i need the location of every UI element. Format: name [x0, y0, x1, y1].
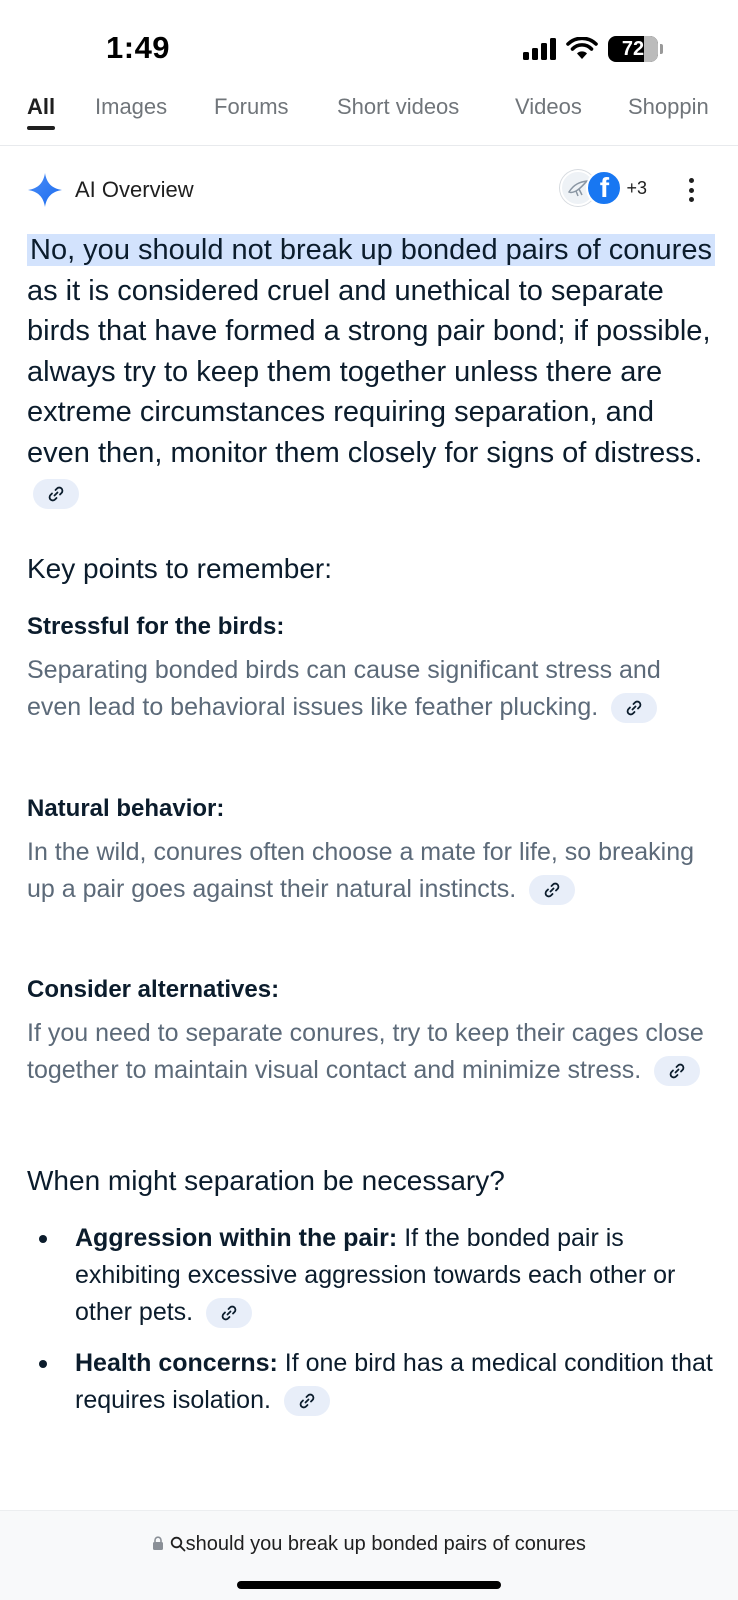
tab-all[interactable]: All [27, 94, 56, 119]
status-bar [0, 0, 738, 90]
source-avatars[interactable] [560, 170, 647, 206]
list-item [27, 1220, 717, 1331]
status-time: 1:49 [106, 30, 171, 65]
link-icon [668, 1062, 686, 1080]
answer-text: as it is considered cruel and unethical to separate birds that have formed a strong pair bond; if possible, always try to keep them together unless there are extreme circumstances requiring separation, and even then, monitor them closely for signs of distress. [27, 274, 711, 469]
key-point-title: Natural behavior: [27, 795, 225, 822]
separation-list [27, 1220, 717, 1433]
home-indicator [237, 1581, 501, 1589]
key-point-title: Consider alternatives: [27, 976, 280, 1003]
list-item-title: Health concerns: [75, 1349, 278, 1377]
link-icon [220, 1304, 238, 1322]
source-link-button[interactable] [206, 1298, 252, 1328]
wifi-icon [566, 37, 598, 61]
source-link-button[interactable] [33, 479, 79, 509]
list-item-title: Aggression within the pair: [75, 1224, 398, 1252]
key-point-text: Separating bonded birds can cause significant stress and even lead to behavioral issues like feather plucking. [27, 652, 707, 726]
tab-videos[interactable]: Videos [515, 94, 582, 119]
source-link-button[interactable] [529, 875, 575, 905]
key-point-text: If you need to separate conures, try to keep their cages close together to maintain visual contact and minimize stress. [27, 1015, 707, 1089]
key-points-heading: Key points to remember: [27, 553, 333, 584]
ai-overview-title: AI Overview [75, 177, 194, 202]
search-tabs [0, 86, 738, 146]
battery-percent: 72 [621, 37, 645, 60]
more-options-icon[interactable] [689, 178, 695, 202]
ai-overview-header [27, 168, 717, 212]
tab-short-videos[interactable]: Short videos [337, 94, 460, 119]
list-item [27, 1345, 717, 1419]
address-line[interactable] [0, 1533, 738, 1556]
source-link-button[interactable] [611, 693, 657, 723]
facebook-source-icon[interactable]: f [586, 170, 622, 206]
sparkle-icon [27, 172, 63, 208]
list-item-text: If the bonded pair is exhibiting excessive aggression towards each other or other pets. [75, 1224, 676, 1326]
key-point-text: In the wild, conures often choose a mate for life, so breaking up a pair goes against their natural instincts. [27, 834, 707, 908]
link-icon [543, 881, 561, 899]
search-icon [170, 1536, 186, 1552]
list-item-text: If one bird has a medical condition that requires isolation. [75, 1349, 713, 1414]
link-icon [47, 485, 65, 503]
bottom-address-bar[interactable] [0, 1510, 738, 1600]
more-sources-count[interactable]: +3 [626, 177, 647, 198]
source-link-button[interactable] [284, 1386, 330, 1416]
tab-images[interactable]: Images [95, 94, 168, 119]
link-icon [298, 1392, 316, 1410]
source-link-button[interactable] [654, 1056, 700, 1086]
battery-icon [608, 36, 658, 62]
link-icon [625, 699, 643, 717]
separation-heading: When might separation be necessary? [27, 1165, 505, 1196]
search-query[interactable]: should you break up bonded pairs of conures [185, 1533, 586, 1555]
tab-forums[interactable]: Forums [214, 94, 289, 119]
ai-answer [27, 230, 717, 514]
lock-icon [152, 1536, 164, 1551]
key-point-title: Stressful for the birds: [27, 613, 285, 640]
tab-active-indicator [27, 126, 55, 130]
status-icons [523, 36, 658, 62]
signal-icon [523, 38, 556, 60]
tab-shopping[interactable]: Shoppin [628, 94, 709, 119]
answer-highlight: No, you should not break up bonded pairs of conures [27, 234, 715, 266]
